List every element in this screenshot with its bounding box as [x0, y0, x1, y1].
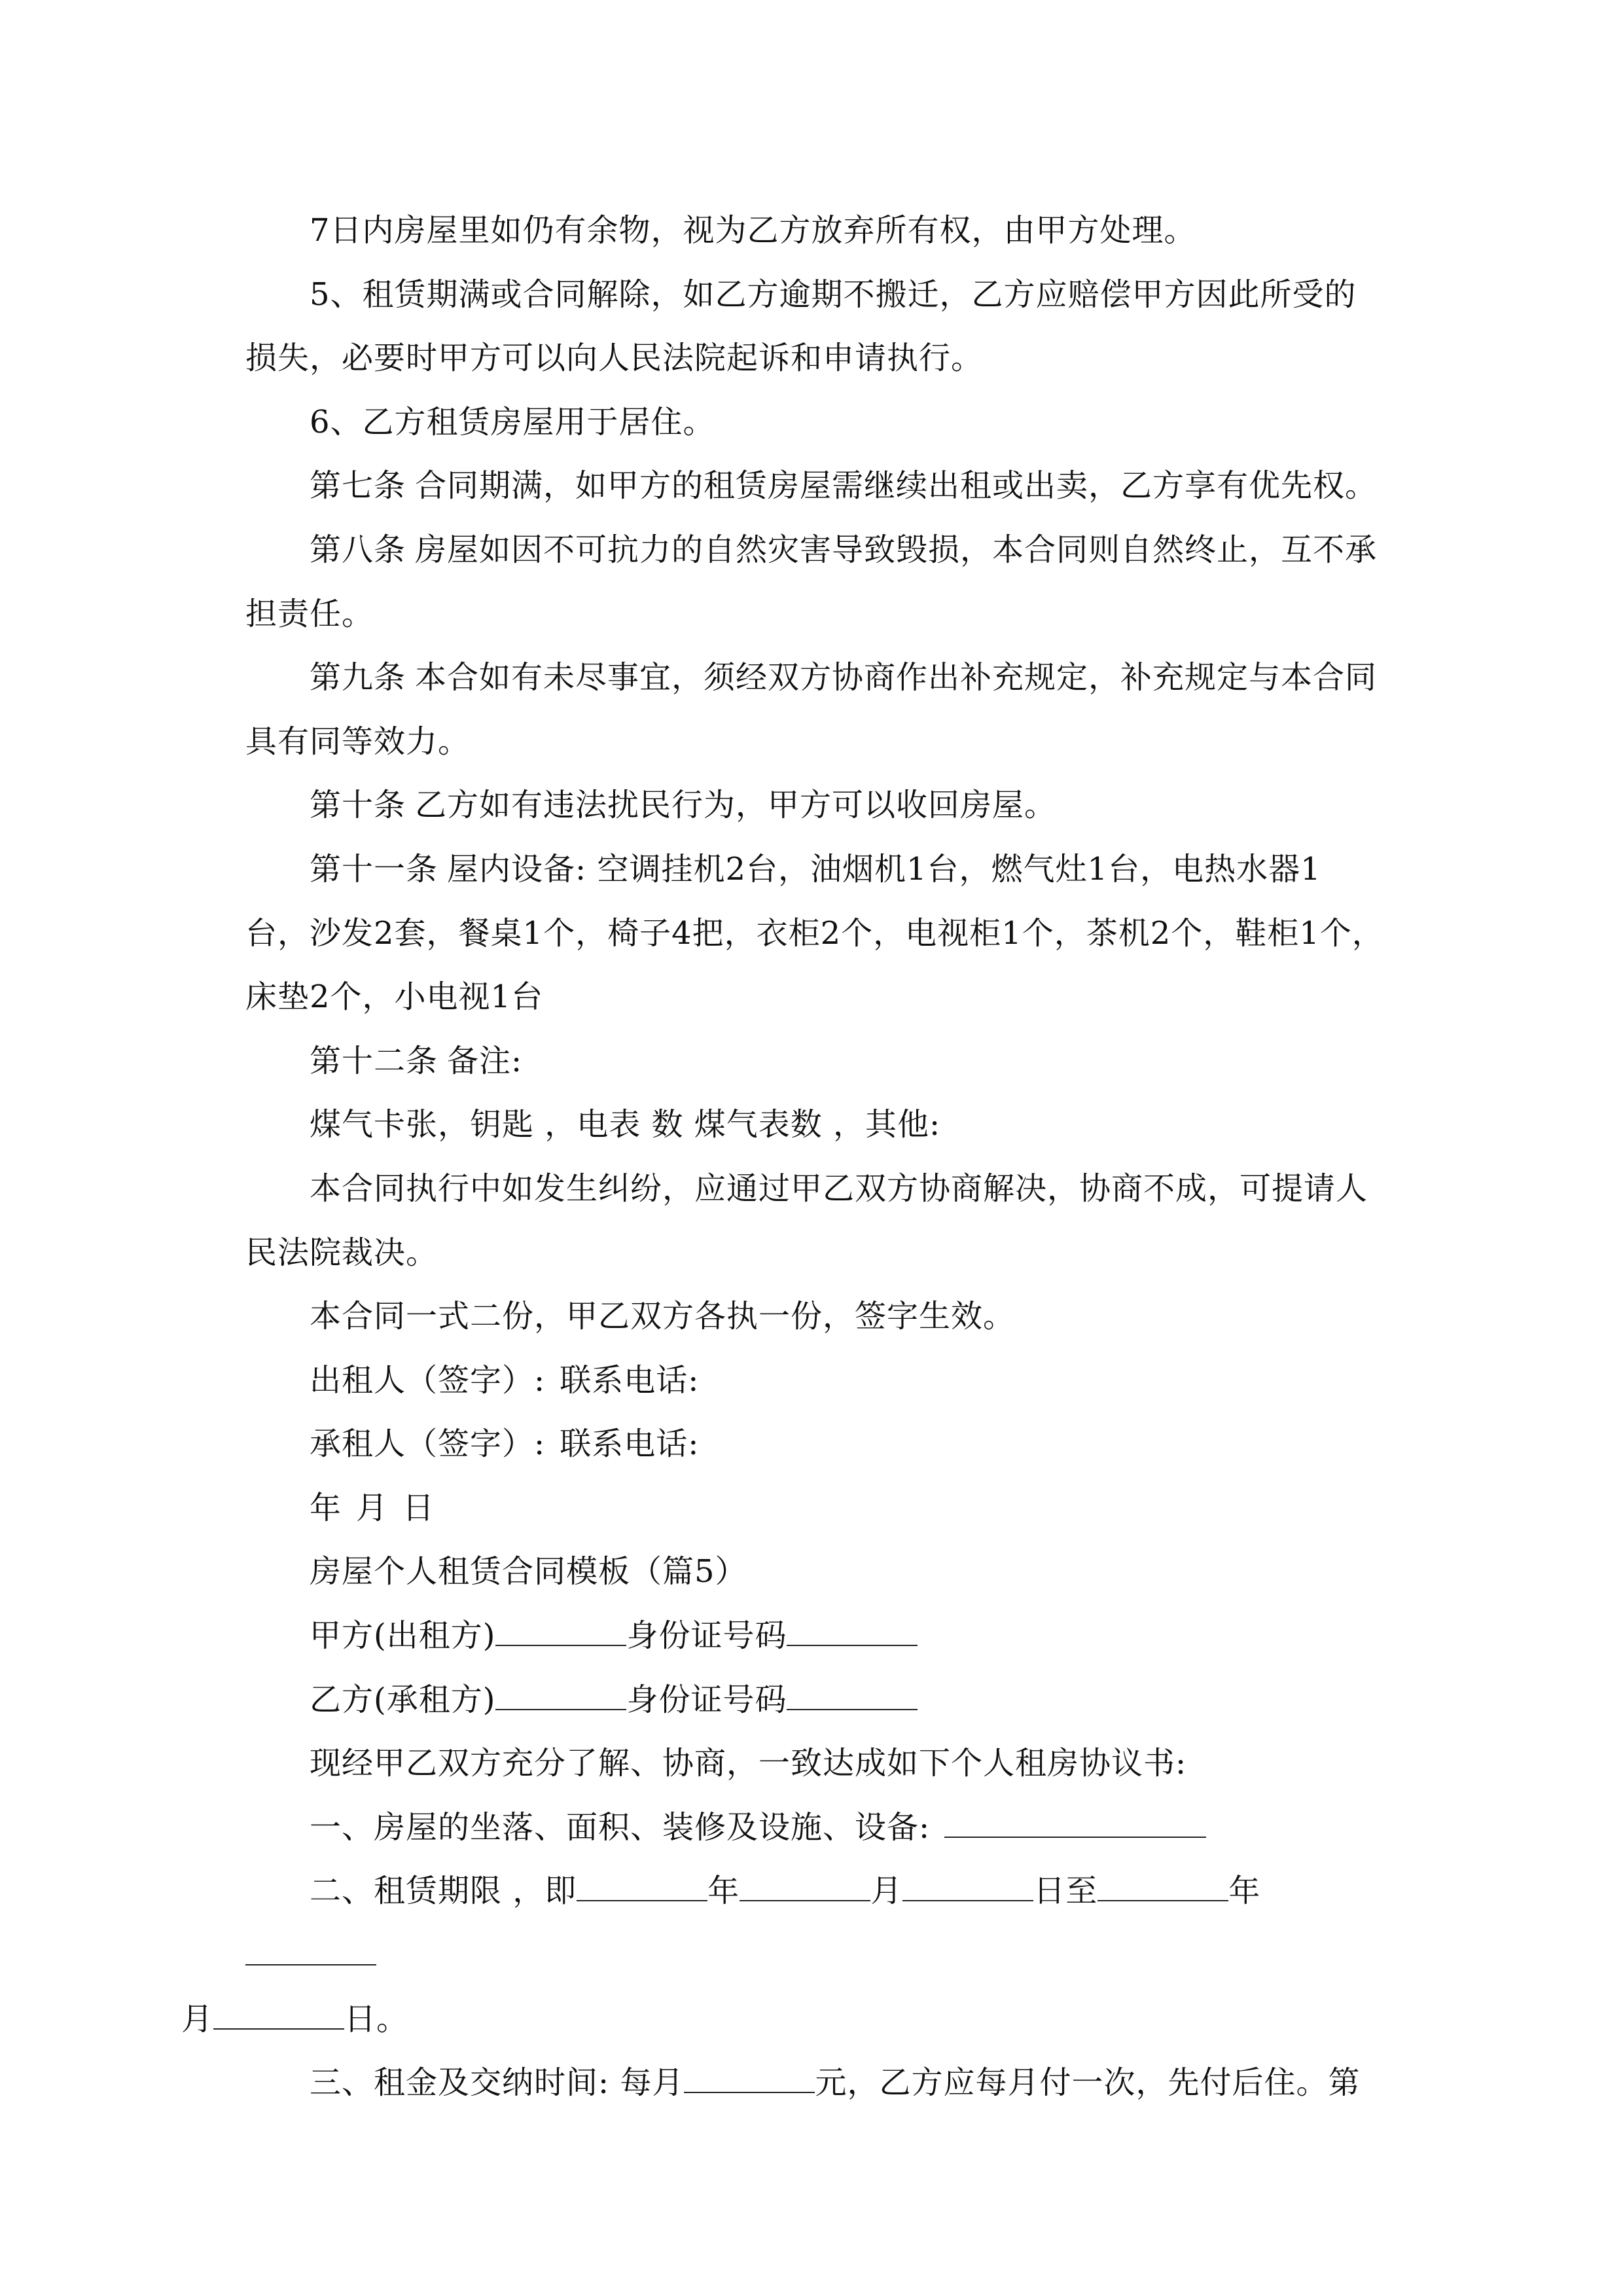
article-10 — [245, 774, 1384, 838]
id-number-label: 身份证号码 — [626, 1617, 787, 1655]
party-a-id-blank — [787, 1615, 918, 1646]
article-text: 合同期满，如甲方的租赁房屋需继续出租或出卖，乙方享有优先权。 — [415, 467, 1378, 505]
rent-amount-blank — [684, 2062, 815, 2094]
year-label: 年 — [310, 1489, 342, 1526]
paragraph-text: 本合同执行中如发生纠纷，应通过甲乙双方协商解决，协商不成，可提请人民法院裁决。 — [245, 1170, 1368, 1271]
end-day-blank — [213, 1998, 344, 2030]
article-label: 第十条 — [310, 787, 406, 824]
item-text: 元，乙方应每月付一次，先付后住。第 — [815, 2064, 1361, 2102]
end-month-blank-a — [245, 1934, 376, 1965]
start-month-blank — [740, 1871, 870, 1902]
paragraph-copies — [245, 1285, 1384, 1349]
phone-label: 联系电话: — [560, 1361, 700, 1399]
location-blank — [944, 1806, 1206, 1838]
signature-lessee — [245, 1412, 1384, 1477]
signature-label: 出租人（签字）: — [310, 1361, 546, 1399]
party-b-label: 乙方(承租方) — [310, 1681, 496, 1718]
paragraph-text: 7日内房屋里如仍有余物，视为乙方放弃所有权，由甲方处理。 — [310, 212, 1196, 249]
paragraph-remaining-items — [245, 199, 1384, 263]
paragraph-text: 现经甲乙双方充分了解、协商，一致达成如下个人租房协议书: — [310, 1745, 1187, 1782]
date-line — [245, 1477, 1384, 1541]
signature-label: 承租人（签字）: — [310, 1426, 546, 1463]
document-body — [181, 199, 1384, 2115]
item-3-rent — [245, 2051, 1384, 2115]
day-label: 日。 — [344, 2000, 409, 2037]
paragraph-remarks — [245, 1093, 1384, 1157]
article-label: 第七条 — [310, 467, 406, 505]
phone-label: 联系电话: — [560, 1426, 700, 1463]
paragraph-clause-5 — [245, 263, 1384, 391]
end-year-blank — [1097, 1871, 1228, 1902]
article-7 — [245, 454, 1384, 518]
year-label: 年 — [1228, 1873, 1261, 1910]
item-2-lease-term — [181, 1859, 1384, 2051]
paragraph-clause-6 — [245, 391, 1384, 455]
party-b-id-blank — [787, 1679, 918, 1710]
section-title — [245, 1540, 1384, 1604]
party-a-name-blank — [495, 1615, 626, 1646]
article-11 — [245, 838, 1384, 1030]
article-label: 第八条 — [310, 531, 406, 568]
article-text: 屋内设备: 空调挂机2台，油烟机1台，燃气灶1台，电热水器1台，沙发2套，餐桌1个，椅子4把，衣柜2个，电视柜1个，茶机2个，鞋柜1个，床垫2个，小电视1台 — [245, 850, 1384, 1016]
item-1-location — [245, 1796, 1384, 1860]
item-text: 二、租赁期限 ，即 — [310, 1873, 577, 1910]
article-8 — [245, 518, 1384, 646]
section-title-text: 房屋个人租赁合同模板（篇5） — [310, 1553, 747, 1590]
day-to-label: 日至 — [1033, 1873, 1098, 1910]
start-day-blank — [902, 1871, 1033, 1902]
article-9 — [245, 646, 1384, 774]
signature-lessor — [245, 1349, 1384, 1413]
article-label: 第九条 — [310, 659, 406, 696]
article-text: 备注: — [447, 1042, 523, 1079]
id-number-label: 身份证号码 — [626, 1681, 787, 1718]
paragraph-dispute — [245, 1157, 1384, 1285]
party-b-line — [245, 1668, 1384, 1732]
article-label: 第十二条 — [310, 1042, 438, 1079]
day-label: 日 — [402, 1489, 435, 1526]
article-label: 第十一条 — [310, 850, 438, 888]
start-year-blank — [577, 1871, 707, 1902]
paragraph-text: 6、乙方租赁房屋用于居住。 — [310, 403, 715, 440]
party-a-line — [245, 1604, 1384, 1668]
article-text: 乙方如有违法扰民行为，甲方可以收回房屋。 — [415, 787, 1057, 824]
article-text: 房屋如因不可抗力的自然灾害导致毁损，本合同则自然终止，互不承担责任。 — [245, 531, 1378, 632]
month-label: 月 — [356, 1489, 389, 1526]
article-12 — [245, 1030, 1384, 1094]
paragraph-text: 5、租赁期满或合同解除，如乙方逾期不搬迁，乙方应赔偿甲方因此所受的损失，必要时甲方可以向人民法院起诉和申请执行。 — [245, 276, 1357, 377]
paragraph-text: 煤气卡张，钥匙 ，电表 数 煤气表数 ，其他: — [310, 1106, 941, 1143]
item-text: 一、房屋的坐落、面积、装修及设施、设备: — [310, 1808, 931, 1846]
article-text: 本合如有未尽事宜，须经双方协商作出补充规定，补充规定与本合同具有同等效力。 — [245, 659, 1378, 760]
party-a-label: 甲方(出租方) — [310, 1617, 496, 1655]
item-text: 三、租金及交纳时间: 每月 — [310, 2064, 685, 2102]
month-label: 月 — [181, 2000, 214, 2037]
month-label: 月 — [870, 1873, 903, 1910]
paragraph-text: 本合同一式二份，甲乙双方各执一份，签字生效。 — [310, 1298, 1016, 1335]
paragraph-agreement — [245, 1732, 1384, 1796]
party-b-name-blank — [495, 1679, 626, 1710]
year-label: 年 — [707, 1873, 740, 1910]
